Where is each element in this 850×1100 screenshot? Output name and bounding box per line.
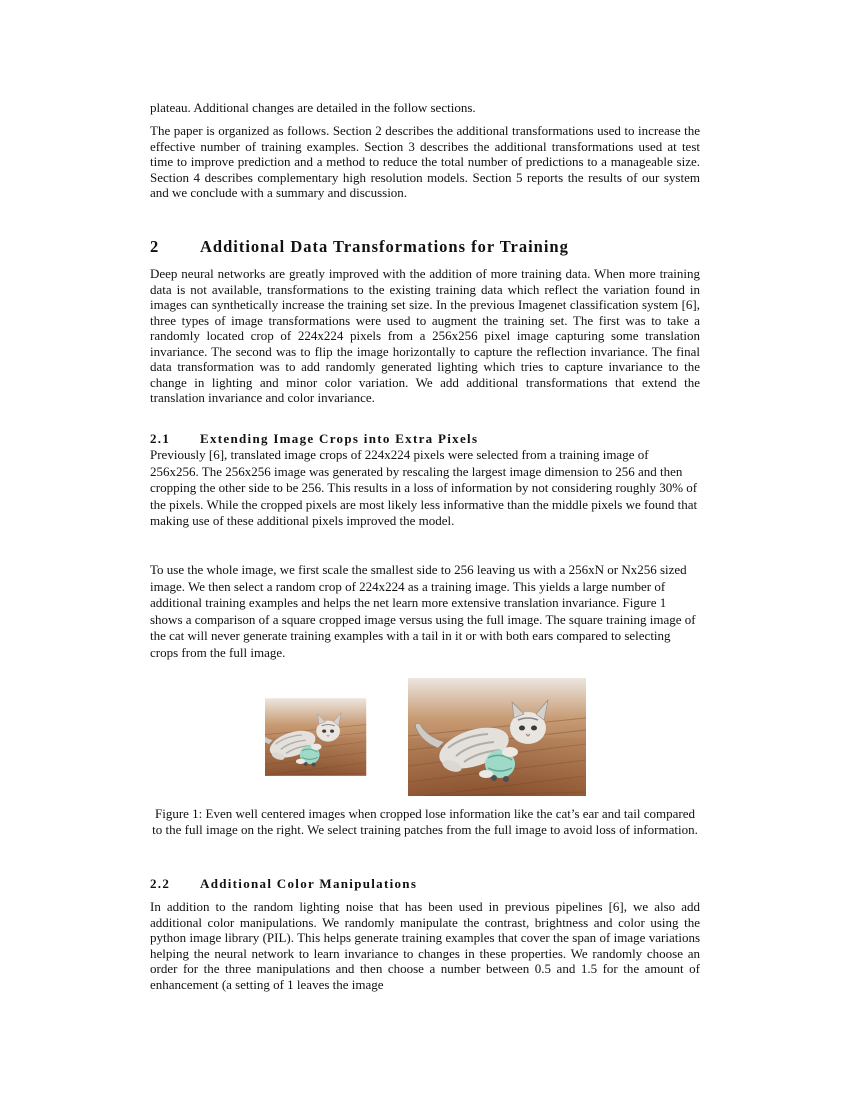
cat-photo-cropped [265, 678, 382, 796]
paragraph-section-2-2: In addition to the random lighting noise that has been used in previous pipelines [6], we also add additional color manipulations. We randomly manipulate the contrast, brightness and color using the python image library (PIL). This helps generate training examples that cover the span of image variations helping the neural network to learn invariance to changes in these properties. We randomly choose an order for the three manipulations and then choose a number between 0.5 and 1.5 for the amount of enhancement (a setting of 1 leaves the image [150, 899, 700, 992]
figure-1-caption: Figure 1: Even well centered images when cropped lose information like the cat’s ear and tail compared to the full image on the right. We select training patches from the full image to avoid loss of information. [152, 806, 698, 837]
subsection-title: Additional Color Manipulations [200, 876, 418, 891]
subsection-heading-2-1 [150, 431, 710, 447]
cropped-cat-image [265, 678, 382, 796]
subsection-heading-2-2 [150, 876, 710, 892]
subsection-number: 2.1 [150, 431, 171, 446]
paragraph-organization: The paper is organized as follows. Section 2 describes the additional transformations used to increase the effective number of training examples. Section 3 describes the additional transformations used at test time to improve prediction and a method to reduce the total number of predictions to a manageable size. Section 4 describes complementary high resolution models. Section 5 reports the results of our system and we conclude with a summary and discussion. [150, 123, 700, 200]
full-cat-image [408, 678, 586, 796]
paragraph-intro-continued: plateau. Additional changes are detailed in the follow sections. [150, 100, 476, 115]
subsection-title: Extending Image Crops into Extra Pixels [200, 431, 479, 446]
paragraph-section-2: Deep neural networks are greatly improved with the addition of more training data. When more training data is not available, transformations to the existing training data which reflect the variation found in images can synthetically increase the training set size. In the previous Imagenet classification system [6], three types of image transformations were used to augment the training set. The first was to take a randomly located crop of 224x224 pixels from a 256x256 pixel image capturing some translation invariance. The second was to flip the image horizontally to capture the reflection invariance. The final data transformation was to add randomly generated lighting which tries to capture invariance to the change in lighting and minor color variation. We add additional transformations that extend the translation invariance and color invariance. [150, 266, 700, 405]
cat-photo-full [408, 678, 586, 796]
section-title: Additional Data Transformations for Training [200, 237, 569, 256]
paragraph-section-2-1-a: Previously [6], translated image crops of 224x224 pixels were selected from a training image of 256x256. The 256x256 image was generated by rescaling the largest image dimension to 256 and then cropping the other side to be 256. This results in a loss of information by not considering roughly 30% of the pixels. While the cropped pixels are most likely less informative than the middle pixels we found that making use of these additional pixels improved the model. [150, 447, 698, 528]
section-number: 2 [150, 237, 160, 256]
subsection-number: 2.2 [150, 876, 171, 891]
paragraph-section-2-1-b: To use the whole image, we first scale the smallest side to 256 leaving us with a 256xN or Nx256 sized image. We then select a random crop of 224x224 as a training image. This yields a large number of additional training examples and helps the net learn more extensive translation invariance. Figure 1 shows a comparison of a square cropped image versus using the full image. The square training image of the cat will never generate training examples with a tail in it or with both ears compared to selecting crops from the full image. [150, 562, 696, 660]
section-heading-2 [150, 237, 710, 257]
